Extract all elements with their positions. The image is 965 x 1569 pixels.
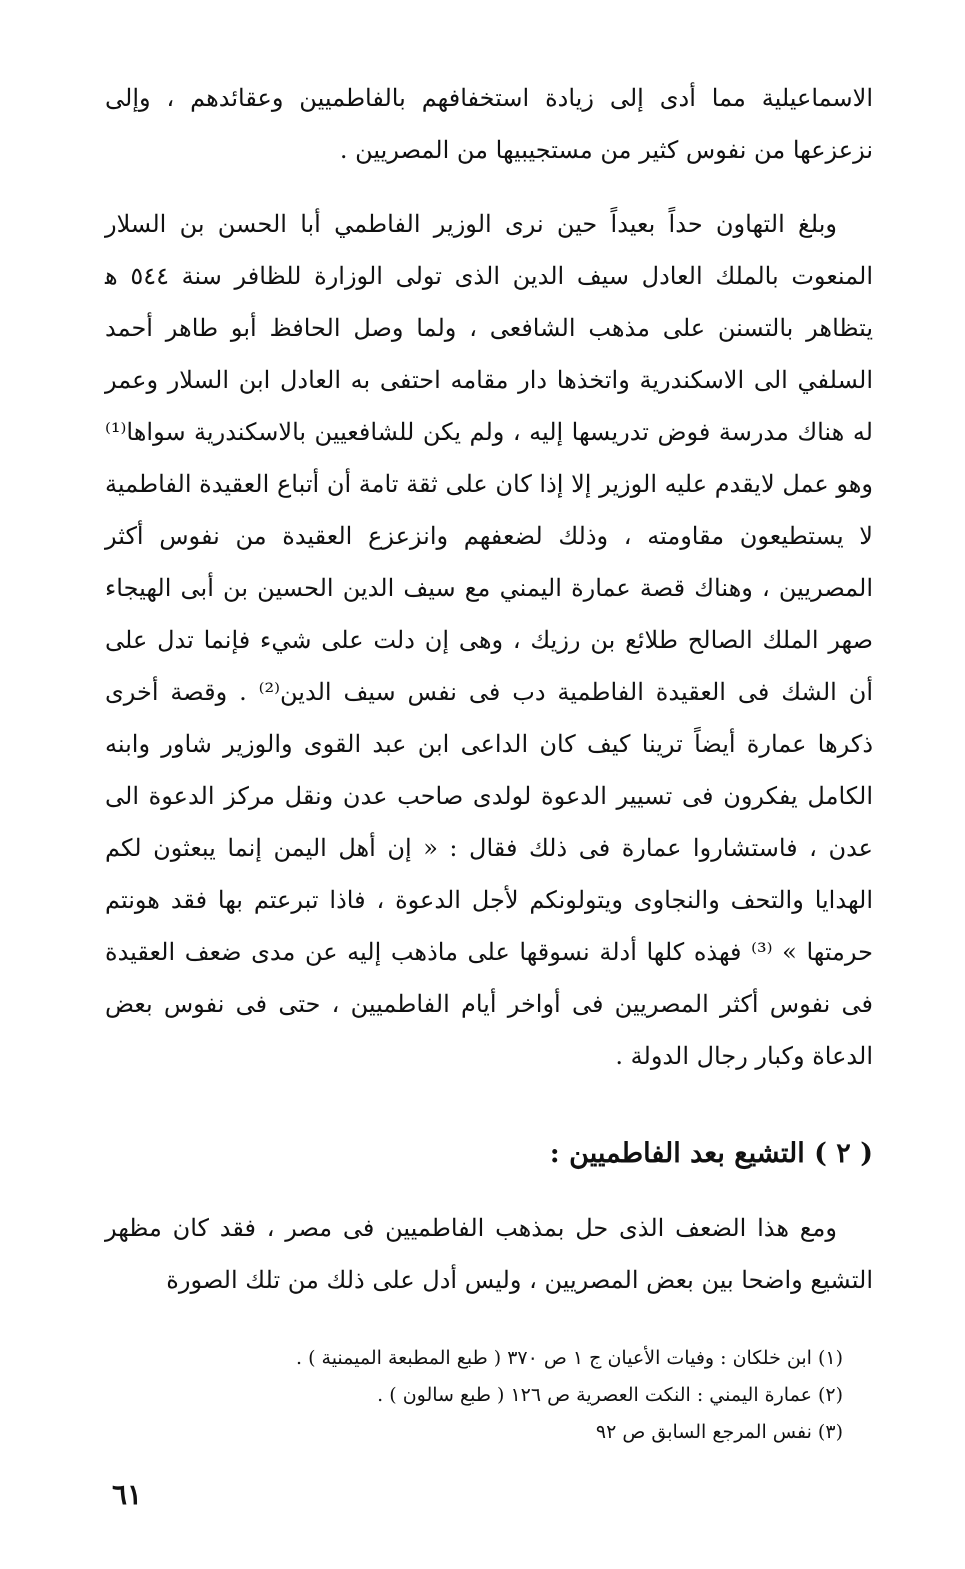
spacer <box>105 1082 873 1128</box>
footnote-1: (١) ابن خلكان : وفيات الأعيان ج ١ ص ٣٧٠ ( طبع المطبعة الميمنية ) . <box>295 1347 843 1369</box>
page-number: ٦١ <box>112 1478 143 1511</box>
footnote-3: (٣) نفس المرجع السابق ص ٩٢ <box>595 1421 843 1443</box>
footnote-2: (٢) عمارة اليمني : النكت العصرية ص ١٢٦ ( طبع سالون ) . <box>377 1384 843 1406</box>
section-heading: ( ٢ ) التشيع بعد الفاطميين : <box>549 1138 873 1169</box>
footnotes <box>105 1340 873 1451</box>
spacer <box>105 1180 873 1202</box>
spacer <box>105 176 873 198</box>
section-paragraph: ومع هذا الضعف الذى حل بمذهب الفاطميين فى مصر ، فقد كان مظهر التشيع واضحا بين بعض المصريين ، وليس أدل على ذلك من تلك الصورة <box>105 1214 873 1294</box>
paragraph-main: وبلغ التهاون حداً بعيداً حين نرى الوزير الفاطمي أبا الحسن بن السلار المنعوت بالملك العادل سيف الدين الذى تولى الوزارة للظافر سنة ٥٤٤ ﻫ يتظاهر بالتسنن على مذهب الشافعى ، ولما وصل الحافظ أبو طاهر أحمد السلفي الى الاسكندرية واتخذها دار مقامه احتفى به العادل ابن السلار وعمر له هناك مدرسة فوض تدريسها إليه ، ولم يكن للشافعيين بالاسكندرية سواها⁽¹⁾ وهو عمل لايقدم عليه الوزير إلا إذا كان على ثقة تامة أن أتباع العقيدة الفاطمية لا يستطيعون مقاومته ، وذلك لضعفهم وانزعزع العقيدة من نفوس أكثر المصريين ، وهناك قصة عمارة اليمني مع سيف الدين الحسين بن أبى الهيجاء صهر الملك الصالح طلائع بن رزيك ، وهى إن دلت على شيء فإنما تدل على أن الشك فى العقيدة الفاطمية دب فى نفس سيف الدين⁽²⁾ . وقصة أخرى ذكرها عمارة أيضاً ترينا كيف كان الداعى ابن عبد القوى والوزير شاور وابنه الكامل يفكرون فى تسيير الدعوة لولدى صاحب عدن ونقل مركز الدعوة الى عدن ، فاستشاروا عمارة فى ذلك فقال : « إن أهل اليمن إنما يبعثون لكم الهدايا والتحف والنجاوى ويتولونكم لأجل الدعوة ، فاذا تبرعتم بها فقد هونتم حرمتها » ⁽³⁾ فهذه كلها أدلة نسوقها على ماذهب إليه عن مدى ضعف العقيدة فى نفوس أكثر المصريين فى أواخر أيام الفاطميين ، حتى فى نفوس بعض الدعاة وكبار رجال الدولة . <box>105 210 873 1070</box>
paragraph-continuation: الاسماعيلية مما أدى إلى زيادة استخفافهم بالفاطميين وعقائدهم ، وإلى نزعزعها من نفوس كثير من مستجيبيها من المصريين . <box>105 84 873 164</box>
